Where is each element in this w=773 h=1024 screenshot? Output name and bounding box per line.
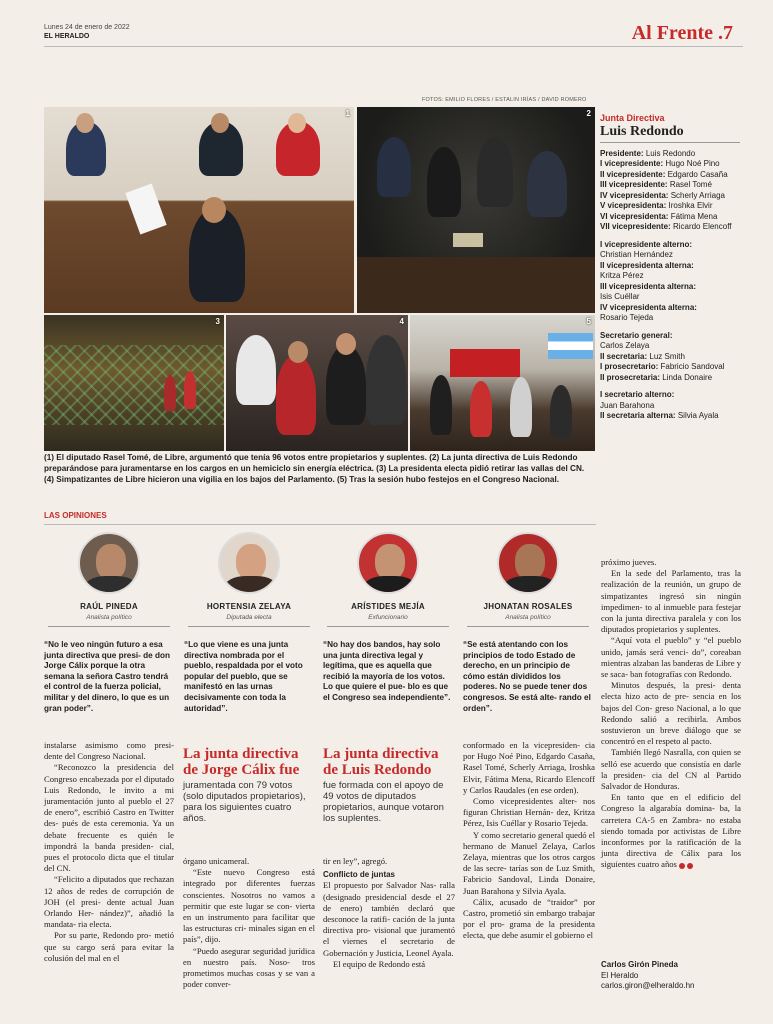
opinion-aristides-mejia [323,532,453,702]
opinion-role: Analista político [86,614,132,621]
photo-2 [357,107,595,313]
avatar [357,532,419,594]
article-column-4 [463,740,595,942]
opinion-name: HORTENSIA ZELAYA [206,602,292,611]
avatar [78,532,140,594]
body-paragraph: “Felicito a diputados que rechazan 12 años de redes de corrupción de JOH (el presi- dente actual Juan Orlando Her- nández)”, añadió la mandata- ria electa. [44,874,174,930]
photo-4 [226,315,408,451]
sidebar-group-secretarios-alternos [600,390,740,422]
opinion-jhonatan-rosales [463,532,593,713]
sidebar-row: II vicepresidenta alterna: Kritza Pérez [600,260,694,280]
sidebar-row: V vicepresidenta: Iroshka Elvir [600,201,713,210]
calix-headline-box [183,746,315,824]
article-column-5 [601,557,741,871]
sidebar-row: III vicepresidente: Rasel Tomé [600,180,712,189]
body-paragraph: Cálix, acusado de “traidor” por Castro, prometió sin embargo trabajar por el pro- grama de la presidenta electa, que debe asumir el gobierno el [463,896,595,941]
issue-date: Lunes 24 de enero de 2022 [44,24,130,31]
opinions-divider [44,524,596,525]
sidebar-row: Secretario general: Carlos Zelaya [600,330,673,350]
author-outlet: El Heraldo [601,970,639,980]
avatar [497,532,559,594]
body-paragraph: El propuesto por Salvador Nas- ralla (designado presidencial desde el 27 de enero) también declaró que desconoce la ratifi- cación de la junta directiva pro- visional que juramentó el viernes el secretario de Gobernación y Justicia, Leonel Ayala. [323,880,455,958]
avatar [218,532,280,594]
body-paragraph: Por su parte, Redondo pro- metió que su cargo será para evitar la colusión del mal en el [44,930,174,963]
article-column-3 [323,856,455,970]
sidebar-row: I vicepresidente: Hugo Noé Pino [600,159,720,168]
opinion-name: JHONATAN ROSALES [483,602,573,611]
subheading: Conflicto de juntas [323,870,395,880]
sidebar-row: II vicepresidente: Edgardo Casaña [600,169,728,179]
photo-number: 3 [215,317,220,326]
opinion-quote: “Lo que viene es una junta directiva nombrada por el pueblo, respaldada por el voto popular del pueblo, que se manifestó en las urnas decisivamente con toda la autoridad”. [184,640,303,713]
body-paragraph: conformado en la vicepresiden- cia por Hugo Noé Pino, Edgardo Casaña, Rasel Tomé, Scherly Arriaga, Iroshka Elvir, Fátima Mena, Ricardo Elencoff y Carlos Raudales (en ese orden). [463,740,595,795]
sidebar-row: II prosecretaria: Linda Donaire [600,372,713,382]
sidebar-row: II secretaria: Luz Smith [600,351,685,361]
junta-sidebar [600,113,740,422]
photo-credit: FOTOS: EMILIO FLORES / ESTALIN IRÍAS / DAVID ROMERO [422,97,587,103]
body-paragraph: “Este nuevo Congreso está integrado por diferentes fuerzas conscientes. Nosotros no vamos a permitir que este lugar se con- vierta en un instrumento para facilitar que las estructuras cri- minales sigan en el país”, dijo. [183,867,315,945]
body-paragraph: Minutos después, la presi- denta electa hizo acto de pre- sencia en los bajos del Con- greso Nacional, a lo que Redondo salió a recibirla. Ambos sostuvieron un breve diálogo que se concentró en el respeto al pacto. [601,680,741,747]
sidebar-title: Luis Redondo [600,124,740,143]
opinion-quote: “No hay dos bandos, hay solo una junta directiva legal y legítima, que es aquella que recibió la mayoría de los votos. Lo que quiere el pue- blo es que el Congreso sea independiente”. [323,640,451,702]
opinion-quote: “Se está atentando con los principios de todo Estado de derecho, en un principio de cómo están divididos los poderes. No se puede tener dos congresos. Se está alte- rando el orden”. [463,640,591,713]
photo-3 [44,315,224,451]
body-paragraph: El equipo de Redondo está [333,958,426,969]
end-mark-icon [679,863,685,869]
sidebar-row: VII vicepresidente: Ricardo Elencoff [600,222,732,231]
sidebar-row: III vicepresidenta alterna: Isis Cuéllar [600,281,697,301]
sidebar-group-secretarias [600,331,740,384]
opinion-hortensia-zelaya [184,532,314,713]
section-name: Al Frente [631,22,713,44]
body-paragraph: “Reconozco la presidencia del Congreso encabezada por el diputado Luis Redondo, le invito a mi juramentación junto al pueblo el 27 de enero”, escribió Castro en Twitter des- pués de esta ceremonia. Ya un debate frecuente es quién le impondrá la banda presiden- cial, pues el protocolo dicta que el titular del CN. [44,762,174,874]
redondo-headline-box [323,746,455,824]
body-paragraph: tir en ley”, agregó. [323,856,388,866]
end-mark-icon [687,863,693,869]
body-paragraph: órgano unicameral. [183,856,250,866]
page-number: .7 [718,22,733,44]
header-divider [44,46,743,47]
calix-deck: juramentada con 79 votos (solo diputados propietarios), para los siguientes cuatro años. [183,780,306,824]
section-title [632,22,733,45]
opinion-raul-pineda [44,532,174,713]
sidebar-group-directiva [600,149,740,233]
body-paragraph: “Aquí vota el pueblo” y “el pueblo unido, jamás será venci- do”, coreaban mientras alzaban las banderas de Libre y se saca- ban fotografías con Redondo. [601,635,741,680]
sidebar-row: I secretario alterno: Juan Barahona [600,390,675,410]
photo-number: 4 [399,317,404,326]
opinions-label: LAS OPINIONES [44,511,107,520]
sidebar-row: IV vicepresidenta alterna: Rosario Tejeda [600,302,697,322]
photo-5 [410,315,595,451]
body-paragraph: Y como secretario general quedó el hermano de Manuel Zelaya, Carlos Zelaya, mientras que los otros cargos de las secre- tarías son de Luz Smith, Fabricio Sandoval, Linda Donaire, Juan Barahona y Silvia Ayala. [463,829,595,896]
byline [601,960,695,992]
opinion-name: RAÚL PINEDA [80,602,138,611]
sidebar-kicker: Junta Directiva [600,113,665,123]
opinion-quote: “No le veo ningún futuro a esa junta directiva que presi- de don Jorge Cálix porque la otra semana la señora Castro tendrá el control de la fuerza policial, militar y del dinero, lo que es un gran poder”. [44,640,171,713]
photo-caption: (1) El diputado Rasel Tomé, de Libre, argumentó que tenía 96 votos entre propietarios y suplentes. (2) La junta directiva de Luis Redondo preparándose para juramentarse en los cargos en un hemiciclo sin energía eléctrica. (3) La presidenta electa pidió retirar las vallas del CN. (4) Simpatizantes de Libre hicieron una vigilia en los bajos del Parlamento. (5) Tras la sesión hubo festejos en el Congreso Nacional. [44,453,585,484]
redondo-headline: La junta directiva de Luis Redondo [323,746,439,778]
body-paragraph: También llegó Nasralla, con quien se selló ese acuerdo que consistía en darle la presiden- cia del CN al Partido Salvador de Honduras. [601,747,741,792]
newspaper-name: EL HERALDO [44,33,90,40]
sidebar-row: Presidente: Luis Redondo [600,148,696,158]
sidebar-row: I prosecretario: Fabricio Sandoval [600,362,725,371]
sidebar-row: VI vicepresidenta: Fátima Mena [600,211,718,221]
sidebar-group-alternos [600,240,740,324]
redondo-deck: fue formada con el apoyo de 49 votos de diputados propietarios, aunque votaron los suplentes. [323,780,444,824]
body-paragraph: “Puedo asegurar seguridad jurídica en nuestro país. Noso- tros prometimos muchas cosas y se van a poder conver- [183,945,315,990]
body-paragraph: próximo jueves. [601,557,657,567]
sidebar-row: IV vicepresidenta: Scherly Arriaga [600,190,725,200]
opinion-role: Diputada electa [226,614,272,621]
photo-number: 5 [586,317,591,326]
opinion-name: ARÍSTIDES MEJÍA [351,602,425,611]
article-column-2 [183,856,315,990]
article-column-1 [44,740,174,964]
body-paragraph: En la sede del Parlamento, tras la realización de la reunión, un grupo de simpatizantes ingresó sin ningún impedimen- to al inmueble para festejar con la junta directiva paralela y con los diputados propietarios y suplentes. [601,568,741,635]
sidebar-row: I vicepresidente alterno: Christian Hernández [600,239,693,259]
photo-number: 1 [345,109,350,118]
author-email[interactable]: carlos.giron@elheraldo.hn [601,981,695,990]
opinion-role: Exfuncionario [368,614,408,621]
body-paragraph: Como vicepresidentes alter- nos figuran Christian Hernán- dez, Kritza Pérez, Isis Cuéllar y Rosario Tejeda. [463,796,595,829]
sidebar-row: II secretaria alterna: Silvia Ayala [600,411,719,420]
author-name: Carlos Girón Pineda [601,960,678,969]
calix-headline: La junta directiva de Jorge Cálix fue [183,746,300,778]
body-paragraph: instalarse asimismo como presi- dente del Congreso Nacional. [44,740,174,762]
body-paragraph: En tanto que en el edificio del Congreso la algarabía domina- ba, la carretera CA-5 en Zambra- no estaba siendo tomada por activistas de Libre inconformes por la ratificación de la junta directiva de Cálix para los siguientes cuatro años [601,792,741,870]
photo-number: 2 [586,109,591,118]
photo-1 [44,107,354,313]
opinion-role: Analista político [505,614,551,621]
